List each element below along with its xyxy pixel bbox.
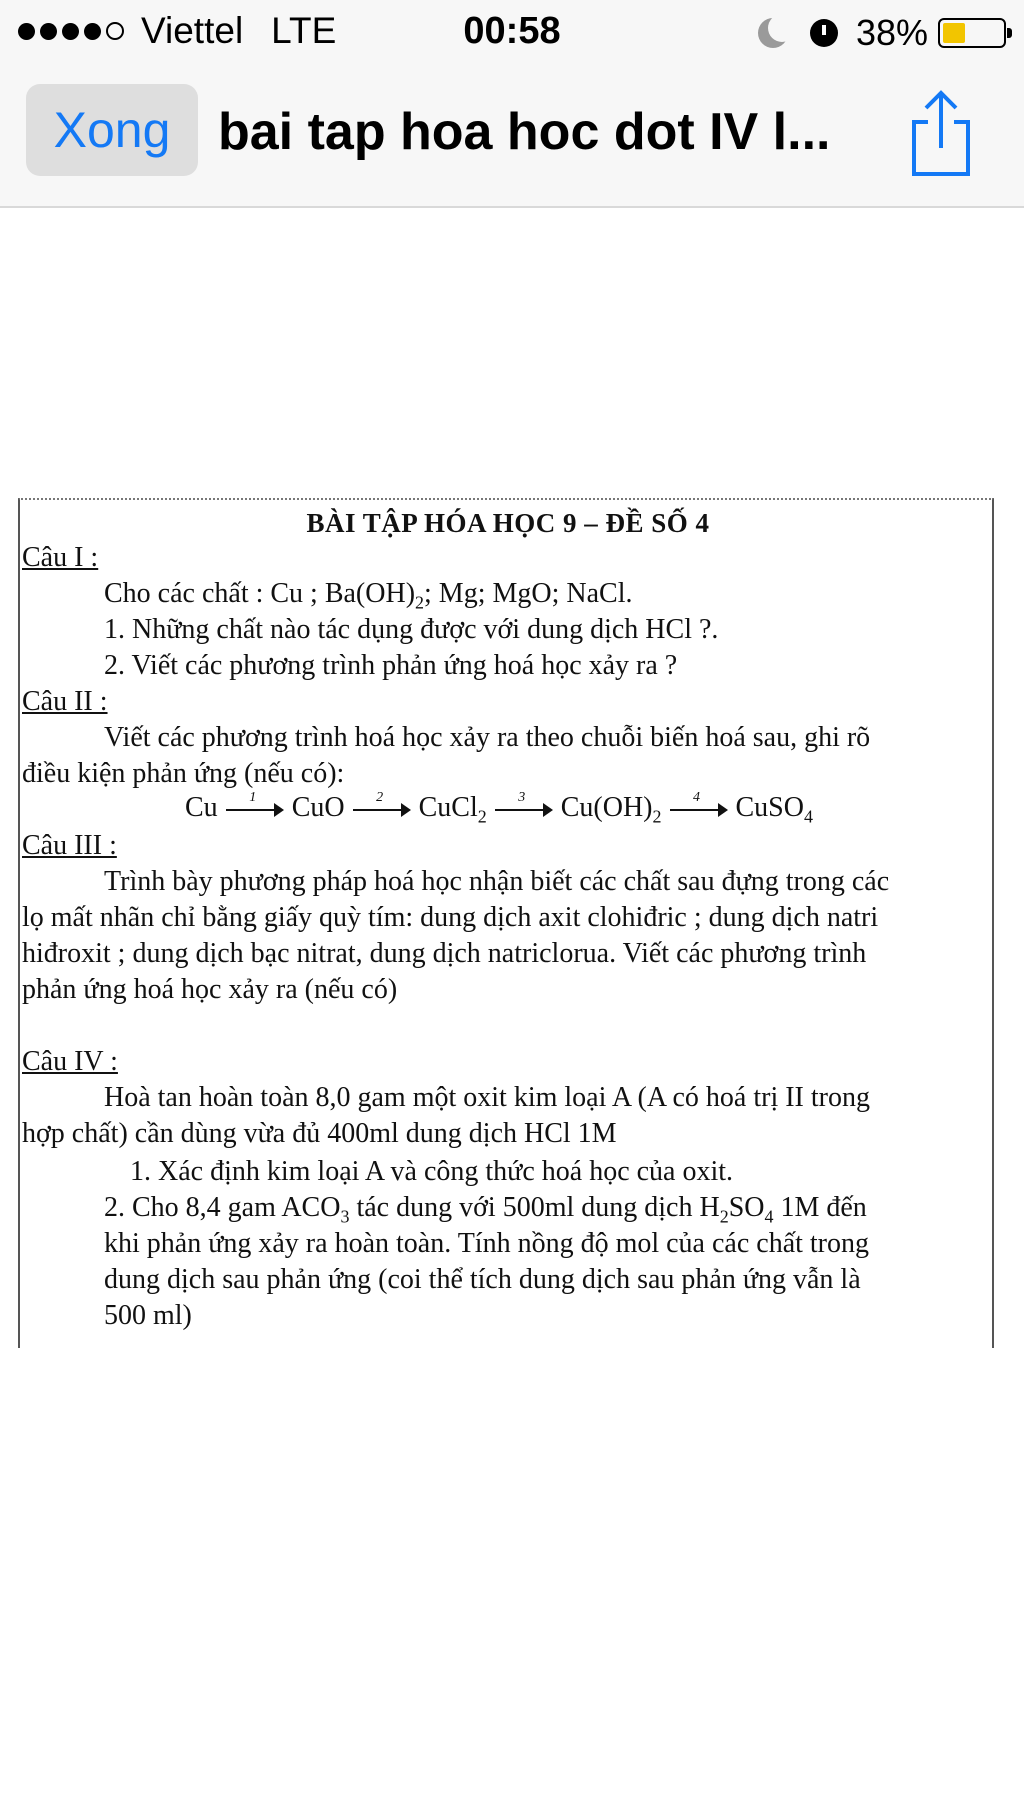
chain-species-3: CuCl$_2$ [418, 792, 487, 827]
q3-line-3: hiđroxit ; dung dịch bạc nitrat, dung dịch natriclorua. Viết các phương trình [22, 938, 867, 969]
status-time: 00:58 [463, 10, 561, 52]
navigation-bar [0, 66, 1024, 208]
q2-heading: Câu II : [22, 686, 108, 717]
q4-item-1: 1. Xác định kim loại A và công thức hoá học của oxit. [130, 1156, 734, 1187]
q4-line-3: khi phản ứng xảy ra hoàn toàn. Tính nồng độ mol của các chất trong [104, 1228, 870, 1259]
q3-line-4: phản ứng hoá học xảy ra (nếu có) [22, 974, 398, 1005]
q1-heading: Câu I : [22, 542, 99, 573]
q4-item-2: 2. Cho 8,4 gam $ACO_3$ tác dung với 500ml dung dịch $H_2SO_4$ 1M đến [104, 1192, 867, 1227]
q3-heading: Câu III : [22, 830, 117, 861]
chain-species-5: CuSO$_4$ [735, 792, 813, 827]
done-button[interactable]: Xong [26, 84, 198, 176]
q4-line-2: hợp chất) cần dùng vừa đủ 400ml dung dịch HCl 1M [22, 1118, 617, 1149]
chain-species-4: $Cu(OH)_2$ [560, 792, 662, 827]
document-title: bai tap hoa hoc dot IV l... [218, 103, 831, 161]
alarm-icon [810, 19, 838, 47]
reaction-arrow-icon: 1 [226, 798, 284, 818]
q1-item-1: 1. Những chất nào tác dụng được với dung dịch HCl ?. [104, 614, 719, 645]
chain-species-2: CuO [291, 792, 345, 823]
reaction-arrow-icon: 3 [495, 798, 553, 818]
q4-line-5: 500 ml) [104, 1300, 192, 1331]
battery-percent: 38% [855, 12, 928, 53]
q4-line-1: Hoà tan hoàn toàn 8,0 gam một oxit kim loại A (A có hoá trị II trong [104, 1082, 870, 1113]
q1-intro: Cho các chất : Cu ; $Ba(OH)_2$; Mg; MgO; NaCl. [104, 578, 633, 613]
battery-fill [943, 23, 965, 43]
doc-title: BÀI TẬP HÓA HỌC 9 – ĐỀ SỐ 4 [306, 508, 710, 538]
network-type: LTE [271, 10, 337, 51]
q4-heading: Câu IV : [22, 1046, 118, 1077]
reaction-arrow-icon: 2 [353, 798, 411, 818]
q2-line-1: Viết các phương trình hoá học xảy ra theo chuỗi biến hoá sau, ghi rõ [104, 722, 871, 753]
do-not-disturb-icon [758, 18, 788, 48]
status-right [758, 12, 1006, 54]
q1-item-2: 2. Viết các phương trình phản ứng hoá học xảy ra ? [104, 650, 678, 681]
carrier-name: Viettel [141, 10, 244, 51]
q2-line-2: điều kiện phản ứng (nếu có): [22, 758, 345, 789]
q3-line-1: Trình bày phương pháp hoá học nhận biết các chất sau đựng trong các [104, 866, 890, 897]
battery-icon [938, 18, 1006, 48]
status-bar [0, 0, 1024, 66]
q3-line-2: lọ mất nhãn chỉ bằng giấy quỳ tím: dung dịch axit clohiđric ; dung dịch natri [22, 902, 879, 933]
q4-line-4: dung dịch sau phản ứng (coi thể tích dung dịch sau phản ứng vẫn là [104, 1264, 861, 1295]
document-page [18, 498, 994, 1348]
chain-species-1: Cu [185, 792, 218, 823]
reaction-chain [185, 790, 813, 825]
reaction-arrow-icon: 4 [670, 798, 728, 818]
share-icon[interactable] [906, 88, 976, 178]
